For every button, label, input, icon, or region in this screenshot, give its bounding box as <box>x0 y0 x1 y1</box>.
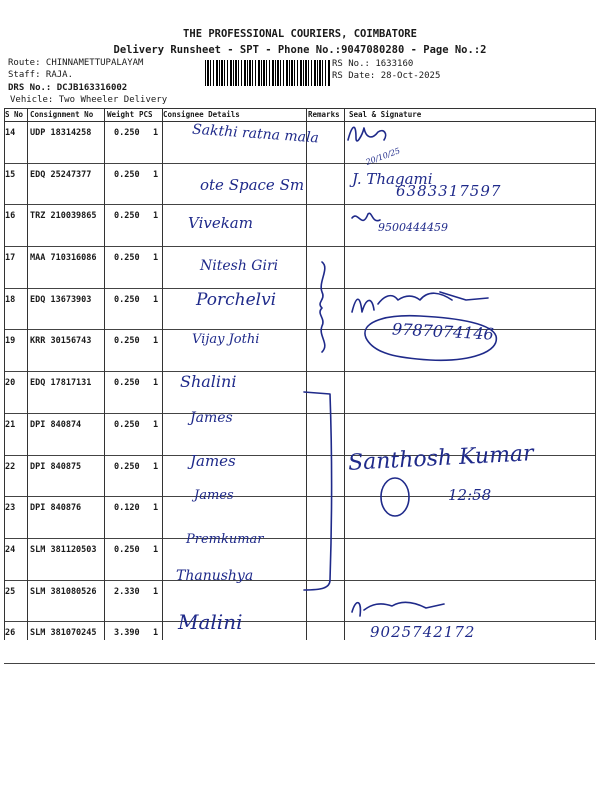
row-pcs: 1 <box>153 544 159 555</box>
row-weight: 0.250 <box>114 419 140 430</box>
vehicle-label: Vehicle: Two Wheeler Delivery <box>10 95 168 105</box>
row-weight: 0.250 <box>114 336 140 347</box>
col-weight: Weight <box>107 110 135 119</box>
stamp-circle <box>381 478 409 516</box>
row-sno: 17 <box>5 253 16 264</box>
row-weight: 0.250 <box>114 128 140 138</box>
row-weight: 0.250 <box>114 378 140 389</box>
runsheet-subtitle: Delivery Runsheet - SPT - Phone No.:9047080280 - Page No.:2 <box>113 44 487 56</box>
signature-name: Santhosh Kumar <box>347 441 535 476</box>
row-weight: 0.250 <box>114 169 140 180</box>
signature-name: J. Thagami <box>352 170 433 188</box>
row-pcs: 1 <box>153 336 159 347</box>
row-sno: 26 <box>5 628 16 639</box>
row-consignment: SLM 381070245 <box>30 628 97 639</box>
row-pcs: 1 <box>153 378 159 389</box>
row-pcs: 1 <box>153 503 159 514</box>
signature-scribble <box>352 213 380 220</box>
signature-scribble <box>352 292 488 312</box>
signature-phone: 6383317597 <box>396 182 502 200</box>
row-weight: 0.250 <box>114 253 140 264</box>
col-consignee: Consignee Details <box>163 110 240 119</box>
row-pcs: 1 <box>153 169 159 180</box>
row-consignment: MAA 710316086 <box>30 253 97 264</box>
drs-number: DRS No.: DCJB163316002 <box>8 83 128 93</box>
row-sno: 15 <box>5 169 16 180</box>
handwritten-consignee: Porchelvi <box>196 290 277 310</box>
row-sno: 22 <box>5 461 16 472</box>
rs-number: RS No.: 1633160 <box>332 59 414 69</box>
col-signature: Seal & Signature <box>349 110 422 119</box>
row-sno: 19 <box>5 336 16 347</box>
handwritten-consignee: James <box>194 488 234 503</box>
signature-phone: 9787074146 <box>391 319 495 344</box>
signature-phone: 9500444459 <box>378 221 448 234</box>
row-consignment: DPI 840876 <box>30 503 82 514</box>
handwritten-consignee: Nitesh Giri <box>200 258 279 274</box>
row-pcs: 1 <box>153 628 159 639</box>
row-weight: 0.250 <box>114 294 140 305</box>
row-consignment: KRR 30156743 <box>30 336 92 347</box>
handwritten-consignee: James <box>190 410 233 426</box>
row-consignment: EDQ 13673903 <box>30 294 92 305</box>
bracket <box>320 262 325 352</box>
handwritten-consignee: Vijay Jothi <box>192 332 260 347</box>
handwritten-consignee: ote Space Sm <box>200 176 305 194</box>
row-pcs: 1 <box>153 128 159 138</box>
row-consignment: TRZ 210039865 <box>30 211 97 222</box>
rs-date: RS Date: 28-Oct-2025 <box>332 71 441 81</box>
row-sno: 21 <box>5 419 16 430</box>
row-sno: 25 <box>5 586 16 597</box>
row-consignment: DPI 840875 <box>30 461 82 472</box>
row-consignment: EDQ 25247377 <box>30 169 92 180</box>
handwritten-consignee: Thanushya <box>176 568 254 584</box>
row-consignment: UDP 18314258 <box>30 128 92 138</box>
staff-label: Staff: RAJA. <box>8 70 74 80</box>
row-sno: 14 <box>5 128 16 138</box>
col-pcs: PCS <box>139 110 153 119</box>
row-sno: 18 <box>5 294 16 305</box>
row-weight: 0.250 <box>114 461 140 472</box>
row-pcs: 1 <box>153 211 159 222</box>
bracket <box>304 392 332 590</box>
row-consignment: DPI 840874 <box>30 419 82 430</box>
handwritten-consignee: Malini <box>178 610 243 634</box>
col-remarks: Remarks <box>308 110 340 119</box>
row-consignment: EDQ 17817131 <box>30 378 92 389</box>
row-sno: 24 <box>5 544 16 555</box>
row-sno: 20 <box>5 378 16 389</box>
company-title: THE PROFESSIONAL COURIERS, COIMBATORE <box>183 28 417 40</box>
col-sno: S No <box>5 110 24 119</box>
row-pcs: 1 <box>153 294 159 305</box>
signature-scribble <box>352 602 444 616</box>
signature-scribble <box>348 127 386 141</box>
row-pcs: 1 <box>153 419 159 430</box>
row-weight: 0.250 <box>114 544 140 555</box>
row-pcs: 1 <box>153 253 159 264</box>
signature-phone: 9025742172 <box>370 623 476 641</box>
handwritten-consignee: Sakthi ratna mala <box>191 121 320 147</box>
row-pcs: 1 <box>153 586 159 597</box>
row-weight: 2.330 <box>114 586 140 597</box>
col-consignment: Consignment No <box>30 110 94 119</box>
handwritten-consignee: James <box>190 452 236 470</box>
route-label: Route: CHINNAMETTUPALAYAM <box>8 58 144 68</box>
row-consignment: SLM 381080526 <box>30 586 97 597</box>
row-consignment: SLM 381120503 <box>30 544 97 555</box>
handwritten-consignee: Shalini <box>180 372 237 391</box>
handwritten-consignee: Vivekam <box>188 214 253 232</box>
row-weight: 3.390 <box>114 628 140 639</box>
row-sno: 16 <box>5 211 16 222</box>
row-sno: 23 <box>5 503 16 514</box>
row-weight: 0.120 <box>114 503 140 514</box>
row-weight: 0.250 <box>114 211 140 222</box>
signature-date: 20/10/25 <box>364 146 402 167</box>
signature-time: 12:58 <box>448 486 492 504</box>
handwritten-consignee: Premkumar <box>186 532 264 547</box>
row-pcs: 1 <box>153 461 159 472</box>
oval-circle <box>365 316 496 361</box>
